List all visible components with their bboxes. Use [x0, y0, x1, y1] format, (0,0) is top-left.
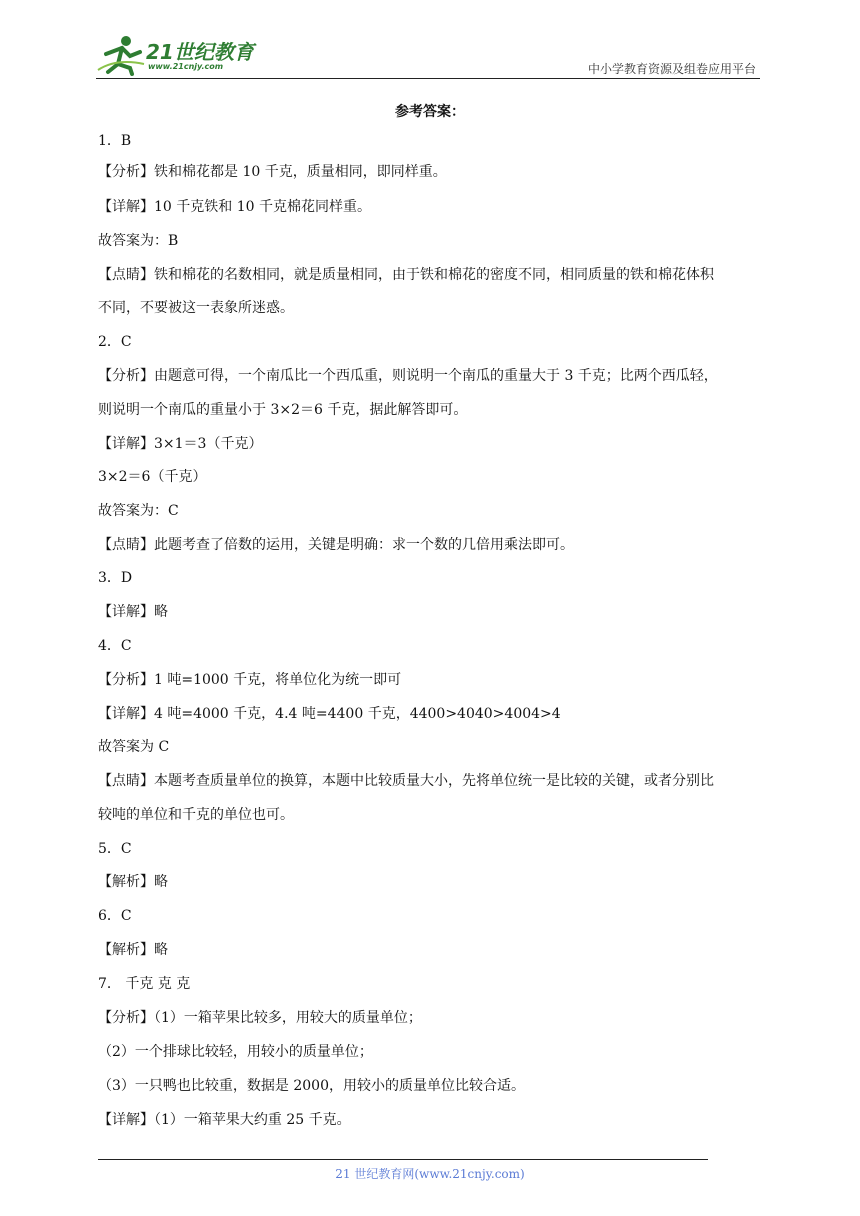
answer-line: 1．B	[98, 133, 132, 149]
logo-url: www.21cnjy.com	[148, 62, 224, 71]
answer-line: 【分析】1 吨=1000 千克，将单位化为统一即可	[98, 672, 402, 688]
platform-label: 中小学教育资源及组卷应用平台	[587, 62, 756, 76]
answer-line: （3）一只鸭也比较重，数据是 2000，用较小的质量单位比较合适。	[98, 1078, 525, 1094]
answer-line: 故答案为：B	[98, 233, 179, 249]
answer-line: 3×2＝6（千克）	[98, 469, 207, 485]
answer-line: 【详解】（1）一箱苹果大约重 25 千克。	[98, 1112, 351, 1128]
runner-logo-icon	[96, 34, 146, 76]
answer-line: 【详解】3×1＝3（千克）	[98, 436, 263, 452]
answer-line: 【分析】（1）一箱苹果比较多，用较大的质量单位；	[98, 1010, 422, 1026]
answer-line: 【详解】10 千克铁和 10 千克棉花同样重。	[98, 199, 371, 215]
answer-line: 2．C	[98, 334, 132, 350]
answer-line: 6．C	[98, 908, 132, 924]
answer-line: 较吨的单位和千克的单位也可。	[98, 807, 294, 823]
logo-text: 21世纪教育	[146, 40, 254, 64]
answer-line: 3．D	[98, 570, 133, 586]
answer-line: 【点睛】铁和棉花的名数相同，就是质量相同，由于铁和棉花的密度不同，相同质量的铁和棉花体积	[98, 267, 714, 283]
answer-line: （2）一个排球比较轻，用较小的质量单位；	[98, 1044, 373, 1060]
answer-line: 【详解】4 吨=4000 千克，4.4 吨=4400 千克，4400>4040>4004>4	[98, 706, 561, 722]
answer-line: 7． 千克 克 克	[98, 976, 191, 992]
answer-line: 【点睛】本题考查质量单位的换算，本题中比较质量大小，先将单位统一是比较的关键，或者分别比	[98, 773, 714, 789]
answer-line: 故答案为 C	[98, 739, 170, 755]
answer-title: 参考答案：	[395, 104, 465, 120]
answer-line: 不同，不要被这一表象所迷惑。	[98, 300, 294, 316]
answer-line: 【分析】铁和棉花都是 10 千克，质量相同，即同样重。	[98, 164, 447, 180]
answer-line: 【点睛】此题考查了倍数的运用，关键是明确：求一个数的几倍用乘法即可。	[98, 537, 574, 553]
answer-line: 【详解】略	[98, 604, 168, 620]
answer-line: 则说明一个南瓜的重量小于 3×2＝6 千克，据此解答即可。	[98, 402, 468, 418]
footer-link[interactable]: 21 世纪教育网(www.21cnjy.com)	[335, 1167, 525, 1181]
footer-divider	[98, 1159, 708, 1160]
answer-line: 故答案为：C	[98, 503, 179, 519]
answer-line: 【解析】略	[98, 942, 168, 958]
answer-line: 4．C	[98, 638, 132, 654]
site-logo	[96, 34, 256, 76]
answer-line: 【解析】略	[98, 874, 168, 890]
answer-line: 【分析】由题意可得，一个南瓜比一个西瓜重，则说明一个南瓜的重量大于 3 千克；比两个西瓜轻，	[98, 368, 718, 384]
page-header	[96, 28, 760, 79]
answer-line: 5．C	[98, 841, 132, 857]
